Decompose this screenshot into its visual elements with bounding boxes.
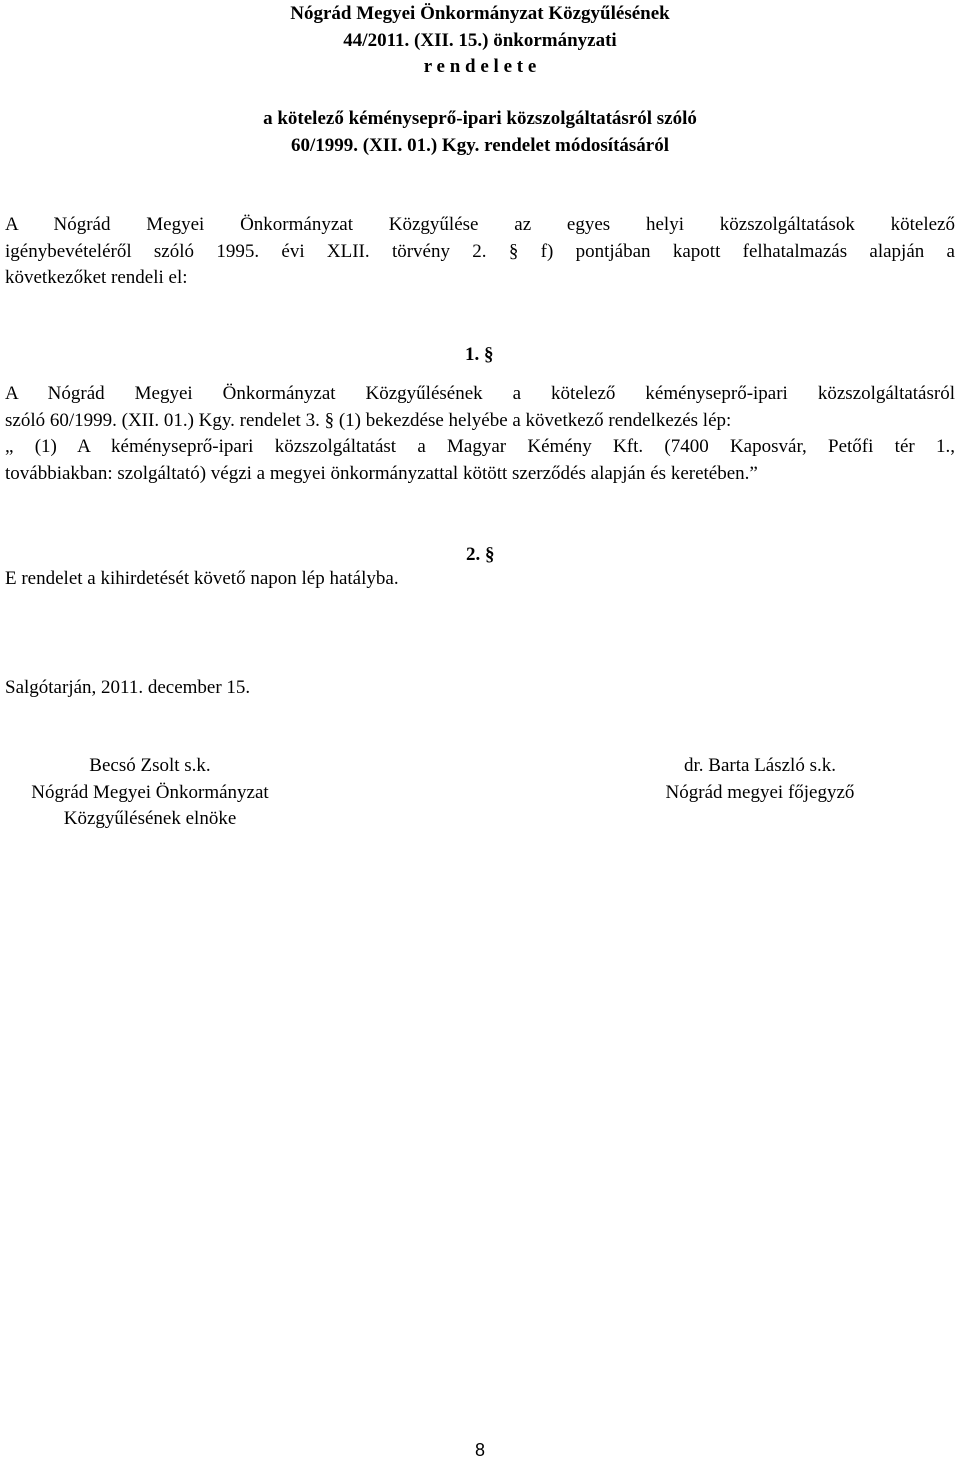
signature-right-name: dr. Barta László s.k. — [684, 755, 836, 776]
preamble-line-1: A Nógrád Megyei Önkormányzat Közgyűlése az egyes helyi közszolgáltatások kötelező — [5, 214, 955, 235]
preamble-line-3: következőket rendeli el: — [5, 267, 188, 288]
section-1-line-4: továbbiakban: szolgáltató) végzi a megyei önkormányzattal kötött szerződés alapján és keretében.” — [5, 462, 758, 484]
signature-right-role-1: Nógrád megyei főjegyző — [665, 781, 855, 803]
signature-left-name: Becsó Zsolt s.k. — [89, 755, 211, 776]
subject-line-2: 60/1999. (XII. 01.) Kgy. rendelet módosításáról — [290, 135, 670, 156]
section-1-number: 1. § — [465, 344, 494, 365]
section-1-line-2: szóló 60/1999. (XII. 01.) Kgy. rendelet 3. § (1) bekezdése helyébe a következő rendelkezés lép: — [5, 409, 732, 431]
section-2-text: E rendelet a kihirdetését követő napon lép hatályba. — [5, 568, 399, 589]
signature-right — [630, 753, 890, 806]
section-1-line-3: „ (1) A kéményseprő-ipari közszolgáltatást a Magyar Kémény Kft. (7400 Kaposvár, Petőfi tér 1., — [5, 436, 955, 457]
signature-left — [5, 753, 295, 833]
preamble — [5, 212, 955, 292]
subject-line-1: a kötelező kéményseprő-ipari közszolgáltatásról szóló — [263, 108, 697, 129]
signature-left-role-2: Közgyűlésének elnöke — [63, 808, 237, 829]
title-line-2: 44/2011. (XII. 15.) önkormányzati — [343, 30, 617, 51]
page-number: 8 — [474, 1440, 485, 1460]
preamble-line-2: igénybevételéről szóló 1995. évi XLII. törvény 2. § f) pontjában kapott felhatalmazás alapján a — [5, 240, 955, 262]
title-line-1: Nógrád Megyei Önkormányzat Közgyűlésének — [290, 3, 670, 24]
section-1-text — [5, 381, 955, 487]
section-2-number: 2. § — [466, 544, 495, 565]
section-1-line-1: A Nógrád Megyei Önkormányzat Közgyűlésének a kötelező kéményseprő-ipari közszolgáltatásról — [5, 383, 955, 404]
signature-left-role-1: Nógrád Megyei Önkormányzat — [31, 781, 269, 803]
place-date: Salgótarján, 2011. december 15. — [5, 677, 251, 698]
title-line-3: r e n d e l e t e — [423, 56, 537, 77]
